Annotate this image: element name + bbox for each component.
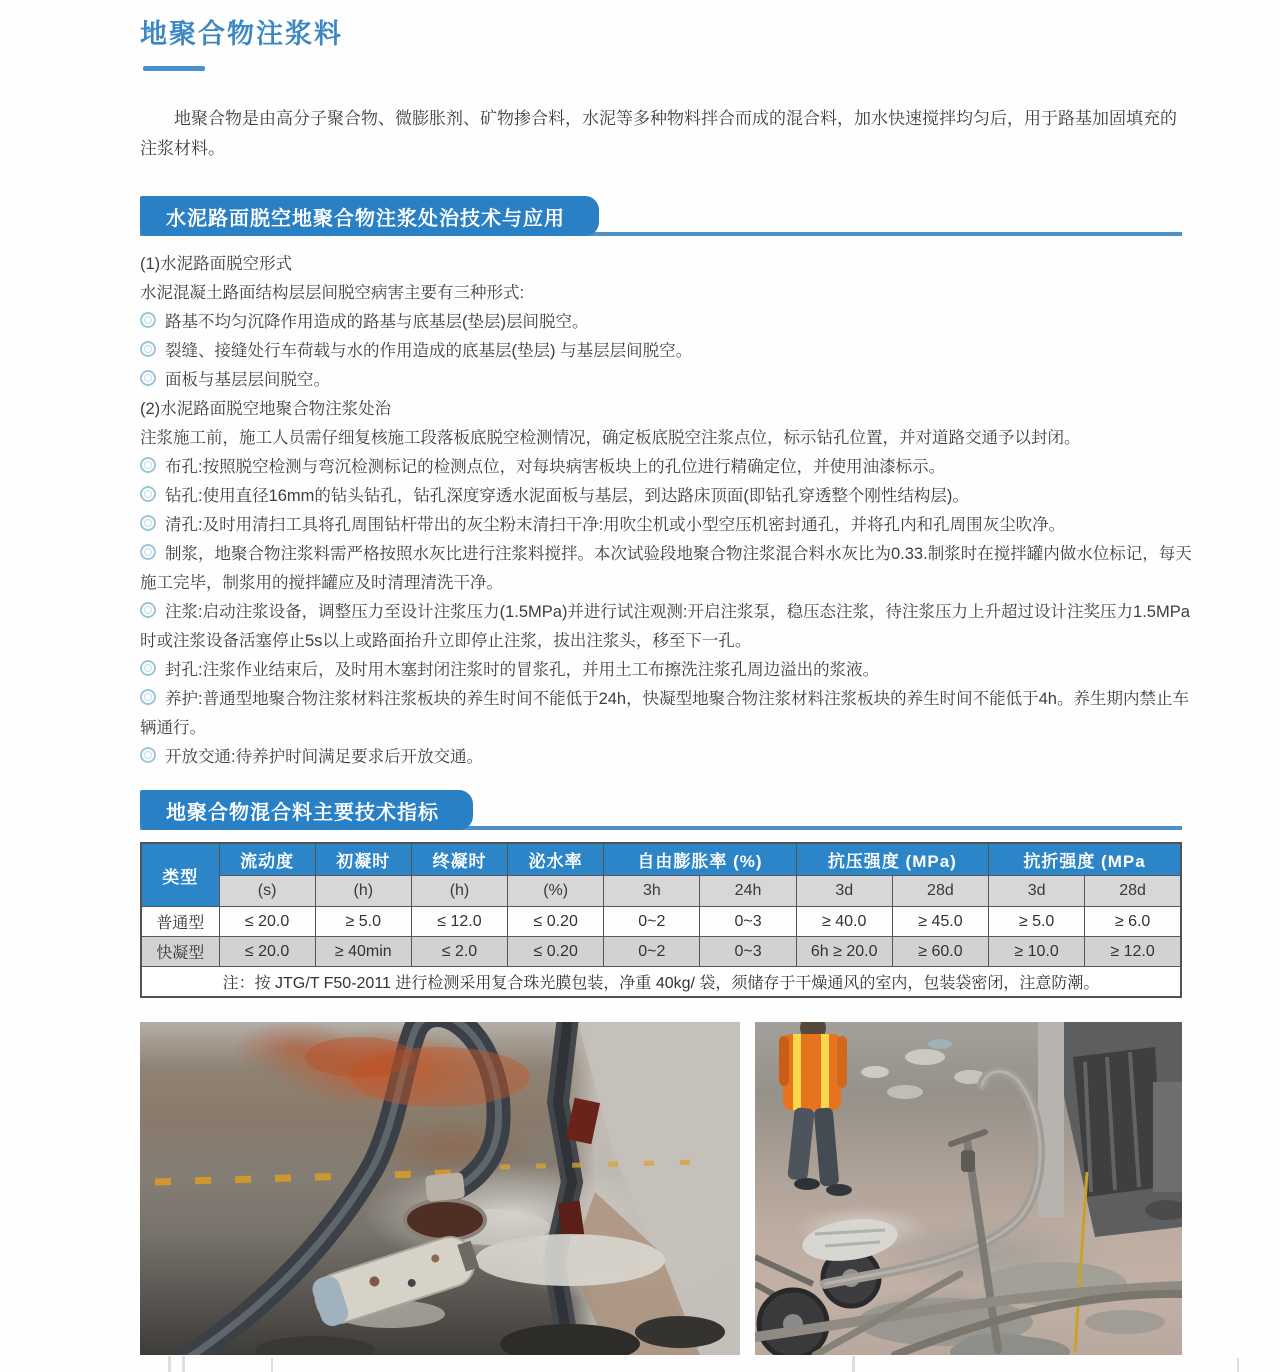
bullet-item xyxy=(140,540,1200,598)
table-header-cell: 类型 xyxy=(141,843,219,907)
bullet-item xyxy=(140,511,1200,540)
body-text: 注浆施工前，施工人员需仔细复核施工段落板底脱空检测情况，确定板底脱空注浆点位，标示钻孔位置，并对道路交通予以封闭。 xyxy=(140,429,1081,447)
table-header-cell: 泌水率 xyxy=(508,843,604,876)
body-text: 封孔:注浆作业结束后，及时用木塞封闭注浆时的冒浆孔，并用土工布擦洗注浆孔周边溢出的浆液。 xyxy=(165,661,880,679)
body-text: 制浆，地聚合物注浆料需严格按照水灰比进行注浆料搅拌。本次试验段地聚合物注浆混合料水灰比为0.33.制浆时在搅拌罐内做水位标记，每天施工完毕，制浆用的搅拌罐应及时清理清洗干净。 xyxy=(140,545,1192,592)
rubble-shapes xyxy=(861,1039,986,1099)
table-subheader-cell: (h) xyxy=(315,876,411,907)
table-row xyxy=(141,937,1181,967)
geotextile-bag-shape xyxy=(800,1214,901,1267)
bullet-item xyxy=(140,453,1200,482)
body-text: (1)水泥路面脱空形式 xyxy=(140,255,293,273)
body-text: 水泥混凝土路面结构层层间脱空病害主要有三种形式: xyxy=(140,284,525,302)
table-header-cell: 抗折强度 (MPa xyxy=(989,843,1182,876)
bullet-item xyxy=(140,598,1200,656)
table-header-cell: 抗压强度 (MPa) xyxy=(796,843,988,876)
table-row xyxy=(141,907,1181,937)
section-banner-2 xyxy=(140,790,1182,830)
table-subheader-cell: 3d xyxy=(989,876,1085,907)
table-subheader-cell: (%) xyxy=(508,876,604,907)
table-header-cell: 流动度 xyxy=(219,843,315,876)
table-cell: 0~3 xyxy=(700,937,796,967)
body-text: 裂缝、接缝处行车荷载与水的作用造成的底基层(垫层) 与基层层间脱空。 xyxy=(165,342,693,360)
row-type-cell: 普通型 xyxy=(141,907,219,937)
body-list xyxy=(140,250,1200,772)
ring-bullet-icon xyxy=(140,312,156,328)
text-line xyxy=(140,395,1200,424)
worker-figure xyxy=(779,1022,852,1196)
yellow-cable-shape xyxy=(1075,1172,1087,1352)
photo-grouting-hole-closeup xyxy=(140,1022,740,1355)
table-cell: ≥ 60.0 xyxy=(892,937,988,967)
table-header-cell: 初凝时 xyxy=(315,843,411,876)
mixer-machine-shape xyxy=(1038,1022,1182,1237)
spec-table-grid xyxy=(140,842,1182,998)
photo-right-art xyxy=(755,1022,1182,1355)
page-title: 地聚合物注浆料 xyxy=(140,19,343,49)
table-cell: ≥ 10.0 xyxy=(989,937,1085,967)
intro-paragraph: 地聚合物是由高分子聚合物、微膨胀剂、矿物掺合料，水泥等多种物料拌合而成的混合料，加水快速搅拌均匀后，用于路基加固填充的注浆材料。 xyxy=(140,109,1177,158)
spec-table-body xyxy=(141,843,1181,997)
ring-bullet-icon xyxy=(140,602,156,618)
table-cell: 0~2 xyxy=(604,907,700,937)
body-text: 注浆:启动注浆设备，调整压力至设计注浆压力(1.5MPa)并进行试注观测:开启注浆泵，稳压态注浆，待注浆压力上升超过设计注奖压力1.5MPa时或注浆设备活塞停止5s以上或路面抬升立即停止注浆，拔出注浆头，移至下一孔。 xyxy=(140,603,1190,650)
body-text: (2)水泥路面脱空地聚合物注浆处治 xyxy=(140,400,392,418)
body-text: 面板与基层层间脱空。 xyxy=(165,371,330,389)
body-text: 清孔:及时用清扫工具将孔周围钻杆带出的灰尘粉末清扫干净:用吹尘机或小型空压机密封通孔，并将孔内和孔周围灰尘吹净。 xyxy=(165,516,1066,534)
table-cell: ≤ 20.0 xyxy=(219,937,315,967)
bullet-item xyxy=(140,685,1200,743)
row-type-cell: 快凝型 xyxy=(141,937,219,967)
table-cell: ≥ 40min xyxy=(315,937,411,967)
table-subheader-cell: 3h xyxy=(604,876,700,907)
table-cell: ≥ 40.0 xyxy=(796,907,892,937)
table-cell: ≤ 0.20 xyxy=(508,907,604,937)
table-subheader-cell: 28d xyxy=(1085,876,1181,907)
table-cell: ≤ 12.0 xyxy=(411,907,507,937)
banner-label: 水泥路面脱空地聚合物注浆处治技术与应用 xyxy=(140,196,599,236)
body-text: 钻孔:使用直径16mm的钻头钻孔，钻孔深度穿透水泥面板与基层，到达路床顶面(即钻孔穿透整个刚性结构层)。 xyxy=(165,487,969,505)
table-cell: 0~2 xyxy=(604,937,700,967)
section-banner-1 xyxy=(140,196,1182,236)
body-text: 布孔:按照脱空检测与弯沉检测标记的检测点位，对每块病害板块上的孔位进行精确定位，并使用油漆标示。 xyxy=(165,458,946,476)
table-subheader-cell: 3d xyxy=(796,876,892,907)
spec-table xyxy=(140,842,1182,998)
table-cell: 0~3 xyxy=(700,907,796,937)
bullet-item xyxy=(140,656,1200,685)
bullet-item xyxy=(140,337,1200,366)
table-header-cell: 自由膨胀率 (%) xyxy=(604,843,796,876)
photo-left-art xyxy=(140,1022,740,1355)
ring-bullet-icon xyxy=(140,747,156,763)
ring-bullet-icon xyxy=(140,660,156,676)
table-cell: ≤ 2.0 xyxy=(411,937,507,967)
banner-label: 地聚合物混合料主要技术指标 xyxy=(140,790,473,830)
body-text: 路基不均匀沉降作用造成的路基与底基层(垫层)层间脱空。 xyxy=(165,313,589,331)
table-subheader-cell: (s) xyxy=(219,876,315,907)
table-subheader-cell: (h) xyxy=(411,876,507,907)
table-cell: ≥ 12.0 xyxy=(1085,937,1181,967)
table-note-cell: 注：按 JTG/T F50-2011 进行检测采用复合珠光膜包装，净重 40kg/ 袋，须储存于干燥通风的室内，包装袋密闭，注意防潮。 xyxy=(141,967,1181,998)
ring-bullet-icon xyxy=(140,341,156,357)
text-line xyxy=(140,250,1200,279)
table-cell: 6h ≥ 20.0 xyxy=(796,937,892,967)
body-text: 开放交通:待养护时间满足要求后开放交通。 xyxy=(165,748,484,766)
ring-bullet-icon xyxy=(140,689,156,705)
table-cell: ≤ 0.20 xyxy=(508,937,604,967)
table-cell: ≥ 45.0 xyxy=(892,907,988,937)
text-line xyxy=(140,424,1200,453)
bullet-item xyxy=(140,308,1200,337)
ring-bullet-icon xyxy=(140,370,156,386)
table-header-cell: 终凝时 xyxy=(411,843,507,876)
table-subheader-cell: 24h xyxy=(700,876,796,907)
ring-bullet-icon xyxy=(140,486,156,502)
photo-grouting-worksite xyxy=(755,1022,1182,1355)
bullet-item xyxy=(140,743,1200,772)
text-line xyxy=(140,279,1200,308)
table-cell: ≤ 20.0 xyxy=(219,907,315,937)
title-underline-dash xyxy=(143,66,205,71)
ring-bullet-icon xyxy=(140,544,156,560)
bullet-item xyxy=(140,482,1200,511)
ring-bullet-icon xyxy=(140,515,156,531)
table-cell: ≥ 5.0 xyxy=(315,907,411,937)
table-subheader-cell: 28d xyxy=(892,876,988,907)
body-text: 养护:普通型地聚合物注浆材料注浆板块的养生时间不能低于24h，快凝型地聚合物注浆材料注浆板块的养生时间不能低于4h。养生期内禁止车辆通行。 xyxy=(140,690,1189,737)
bullet-item xyxy=(140,366,1200,395)
table-cell: ≥ 5.0 xyxy=(989,907,1085,937)
table-cell: ≥ 6.0 xyxy=(1085,907,1181,937)
ring-bullet-icon xyxy=(140,457,156,473)
